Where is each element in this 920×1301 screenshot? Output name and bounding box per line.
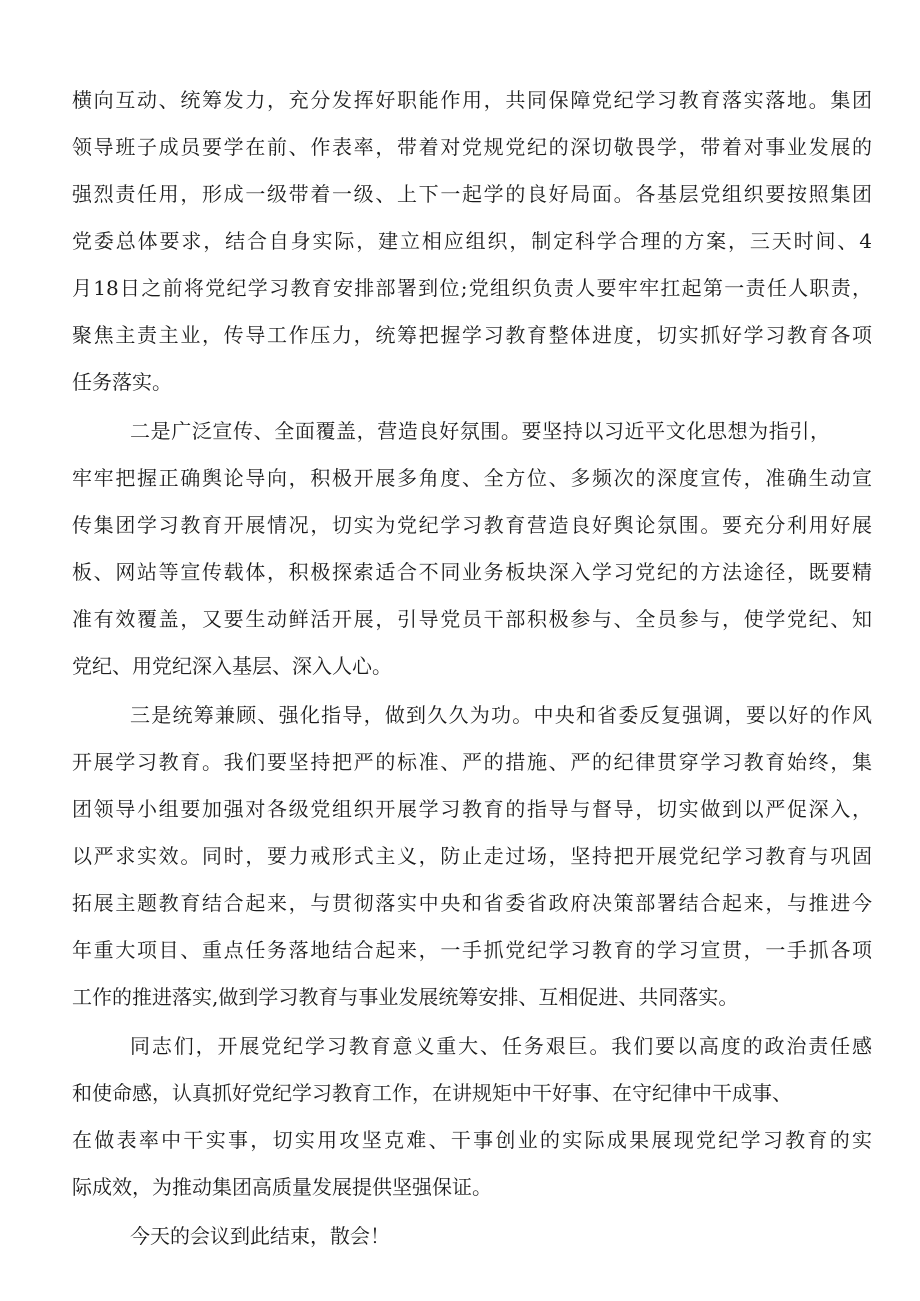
text-line: 际成效，为推动集团高质量发展提供坚强保证。	[72, 1175, 492, 1199]
text-line: 党纪、用党纪深入基层、深入人心。	[72, 654, 392, 678]
text-line: 牢牢把握正确舆论导向，积极开展多角度、全方位、多频次的深度宣传，准确生动宣	[72, 466, 872, 490]
text-line: 传集团学习教育开展情况，切实为党纪学习教育营造良好舆论氛围。要充分利用好展	[72, 513, 872, 537]
text-line: 团领导小组要加强对各级党组织开展学习教育的指导与督导，切实做到以严促深入，	[72, 797, 872, 821]
text-line: 任务落实。	[72, 370, 172, 394]
text-line: 年重大项目、重点任务落地结合起来，一手抓党纪学习教育的学习宣贯，一手抓各项	[72, 938, 872, 962]
text-line: 月18日之前将党纪学习教育安排部署到位;党组织负责人要牢牢扛起第一责任人职责，	[72, 276, 872, 300]
text-line: 以严求实效。同时，要力戒形式主义，防止走过场，坚持把开展党纪学习教育与巩固	[72, 844, 872, 868]
text-line: 板、网站等宣传载体，积极探索适合不同业务板块深入学习党纪的方法途径，既要精	[72, 560, 872, 584]
text-line: 拓展主题教育结合起来，与贯彻落实中央和省委省政府决策部署结合起来，与推进今	[72, 891, 872, 915]
paragraph-heading-line: 同志们，开展党纪学习教育意义重大、任务艰巨。我们要以高度的政治责任感	[130, 1034, 872, 1058]
text-line: 党委总体要求，结合自身实际，建立相应组织，制定科学合理的方案，三天时间、4	[72, 229, 872, 253]
text-line: 强烈责任用，形成一级带着一级、上下一起学的良好局面。各基层党组织要按照集团	[72, 182, 872, 206]
text-line: 和使命感，认真抓好党纪学习教育工作，在讲规矩中干好事、在守纪律中干成事、	[72, 1081, 792, 1105]
text-line: 聚焦主责主业，传导工作压力，统筹把握学习教育整体进度，切实抓好学习教育各项	[72, 323, 872, 347]
text-line: 开展学习教育。我们要坚持把严的标准、严的措施、严的纪律贯穿学习教育始终，集	[72, 750, 872, 774]
paragraph-heading-line: 三是统筹兼顾、强化指导，做到久久为功。中央和省委反复强调，要以好的作风	[130, 703, 872, 727]
text-line: 准有效覆盖，又要生动鲜活开展，引导党员干部积极参与、全员参与，使学党纪、知	[72, 607, 872, 631]
text-line: 工作的推进落实,做到学习教育与事业发展统筹安排、互相促进、共同落实。	[72, 985, 739, 1009]
text-line: 在做表率中干实事，切实用攻坚克难、干事创业的实际成果展现党纪学习教育的实	[72, 1128, 872, 1152]
paragraph-heading-line: 二是广泛宣传、全面覆盖，营造良好氛围。要坚持以习近平文化思想为指引，	[130, 419, 830, 443]
text-line: 横向互动、统筹发力，充分发挥好职能作用，共同保障党纪学习教育落实落地。集团	[72, 88, 872, 112]
text-line: 领导班子成员要学在前、作表率，带着对党规党纪的深切敬畏学，带着对事业发展的	[72, 135, 872, 159]
closing-line: 今天的会议到此结束，散会！	[130, 1224, 390, 1248]
